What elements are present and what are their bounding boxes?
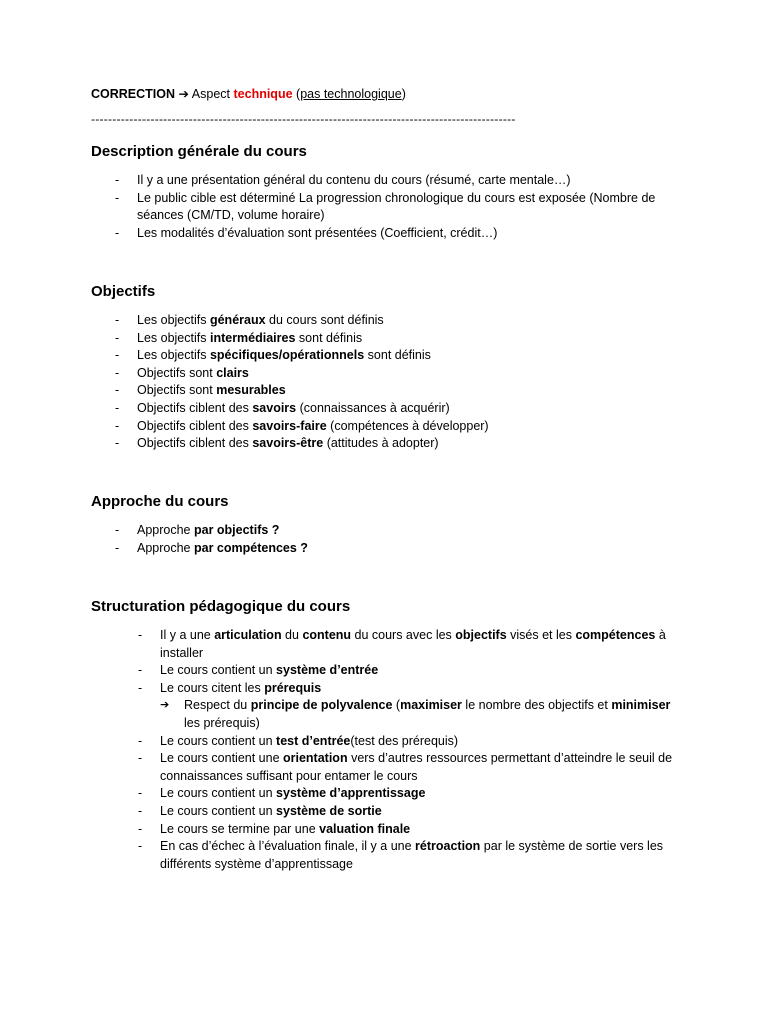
item-emphasis: savoirs-être [252, 436, 324, 451]
list-item [160, 627, 680, 662]
item-text: Approche [137, 523, 194, 537]
item-text: Le cours se termine par une [160, 821, 320, 836]
item-text: à installer [160, 628, 666, 660]
item-text: du cours sont définis [265, 313, 384, 327]
list-subitem [160, 697, 680, 732]
item-emphasis: maximiser [400, 698, 462, 713]
item-text: Objectifs sont [137, 383, 217, 398]
item-text: Objectifs ciblent des [137, 400, 253, 415]
item-text: Le cours contient un [160, 733, 277, 748]
list-item [160, 680, 680, 698]
item-text: En cas d’échec à l’évaluation finale, il y a une [160, 839, 416, 854]
item-emphasis: valuation finale [319, 821, 411, 836]
objectifs-list [137, 312, 677, 453]
pas-technologique-note: pas technologique [300, 87, 402, 101]
item-text: (compétences à développer) [326, 418, 489, 433]
correction-label: CORRECTION [91, 87, 176, 101]
technique-highlight: technique [233, 87, 293, 101]
item-text: sont définis [295, 330, 363, 345]
item-text: Le cours citent les [160, 680, 265, 695]
list-item [137, 540, 677, 558]
item-emphasis: par objectifs ? [193, 523, 280, 537]
item-emphasis: système d’entrée [276, 663, 379, 678]
item-text: Il y a une [160, 628, 215, 642]
item-text: par le système de sortie vers les différents système d’apprentissage [160, 839, 664, 871]
item-emphasis: système d’apprentissage [276, 786, 426, 801]
approche-list [137, 522, 677, 557]
section-title-structuration: Structuration pédagogique du cours [91, 598, 351, 615]
item-emphasis: orientation [283, 751, 348, 766]
aspect-label: Aspect [191, 87, 231, 101]
item-emphasis: rétroaction [415, 839, 481, 854]
item-emphasis: par compétences ? [193, 540, 308, 555]
list-item [160, 821, 680, 839]
item-emphasis: compétences [575, 628, 656, 642]
list-item [160, 750, 680, 785]
section-title-objectifs: Objectifs [91, 283, 156, 300]
item-emphasis: principe de polyvalence [250, 698, 393, 713]
item-text: visés et les [506, 628, 576, 642]
item-emphasis: clairs [216, 365, 249, 380]
list-item [137, 382, 677, 400]
item-emphasis: spécifiques/opérationnels [209, 348, 365, 363]
item-text: Les objectifs [137, 330, 210, 345]
item-text: le nombre des objectifs et [461, 698, 612, 713]
item-emphasis: généraux [209, 313, 266, 327]
item-text: (attitudes à adopter) [323, 436, 439, 451]
item-emphasis: test d’entrée [276, 733, 351, 748]
list-item [137, 418, 677, 436]
item-text: Approche [137, 540, 194, 555]
list-item [137, 312, 677, 330]
structuration-list [160, 627, 680, 873]
item-emphasis: objectifs [455, 628, 507, 642]
item-text: (test des prérequis) [350, 733, 459, 748]
separator-line: ---------------------------------------------------------------------------------------------------- [91, 112, 516, 126]
list-item [160, 662, 680, 680]
item-emphasis: minimiser [611, 698, 671, 713]
item-text: Objectifs sont [137, 365, 217, 380]
item-text: Le cours contient un [160, 663, 277, 678]
list-item [137, 400, 677, 418]
item-text: sont définis [364, 348, 431, 363]
list-item [137, 435, 677, 453]
item-text: ( [392, 698, 401, 713]
description-list [137, 172, 677, 242]
item-text: les prérequis) [184, 715, 260, 730]
item-text: Le cours contient une [160, 751, 283, 766]
item-text: Objectifs ciblent des [137, 436, 253, 451]
list-item [137, 330, 677, 348]
item-emphasis: articulation [214, 628, 282, 642]
item-emphasis: intermédiaires [209, 330, 296, 345]
item-text: Les objectifs [137, 313, 210, 327]
list-item [160, 838, 680, 873]
item-emphasis: contenu [302, 628, 352, 642]
list-item [160, 785, 680, 803]
list-item: - Les modalités d’évaluation sont présentées (Coefficient, crédit…) [137, 225, 677, 243]
item-emphasis: mesurables [216, 383, 286, 398]
section-title-approche: Approche du cours [91, 493, 229, 510]
item-text: Les objectifs [137, 348, 210, 363]
item-text: du [281, 628, 303, 642]
item-emphasis: savoirs-faire [252, 418, 327, 433]
paren-open: ( [296, 87, 301, 101]
list-item [160, 733, 680, 751]
list-item [137, 347, 677, 365]
list-item [137, 522, 677, 540]
item-text: du cours avec les [351, 628, 456, 642]
item-text: Le cours contient un [160, 803, 277, 818]
item-text: vers d’autres ressources permettant d’atteindre le seuil de connaissances suffisant pour entamer le cours [160, 751, 673, 783]
paren-close: ) [401, 87, 406, 101]
list-item [137, 365, 677, 383]
item-emphasis: prérequis [264, 680, 322, 695]
list-item: - Il y a une présentation général du contenu du cours (résumé, carte mentale…) [137, 172, 677, 190]
arrow-icon: ➔ [178, 87, 189, 101]
item-text: Respect du [184, 698, 251, 713]
item-emphasis: système de sortie [276, 803, 382, 818]
section-title-description: Description générale du cours [91, 143, 307, 160]
item-text: Le cours contient un [160, 786, 277, 801]
item-text: (connaissances à acquérir) [296, 400, 450, 415]
correction-header [91, 86, 406, 103]
item-text: Objectifs ciblent des [137, 418, 253, 433]
list-item [160, 803, 680, 821]
item-emphasis: savoirs [252, 400, 297, 415]
list-item: - Le public cible est déterminé La progression chronologique du cours est exposée (Nombre de séances (CM/TD, volume horaire) [137, 190, 677, 225]
